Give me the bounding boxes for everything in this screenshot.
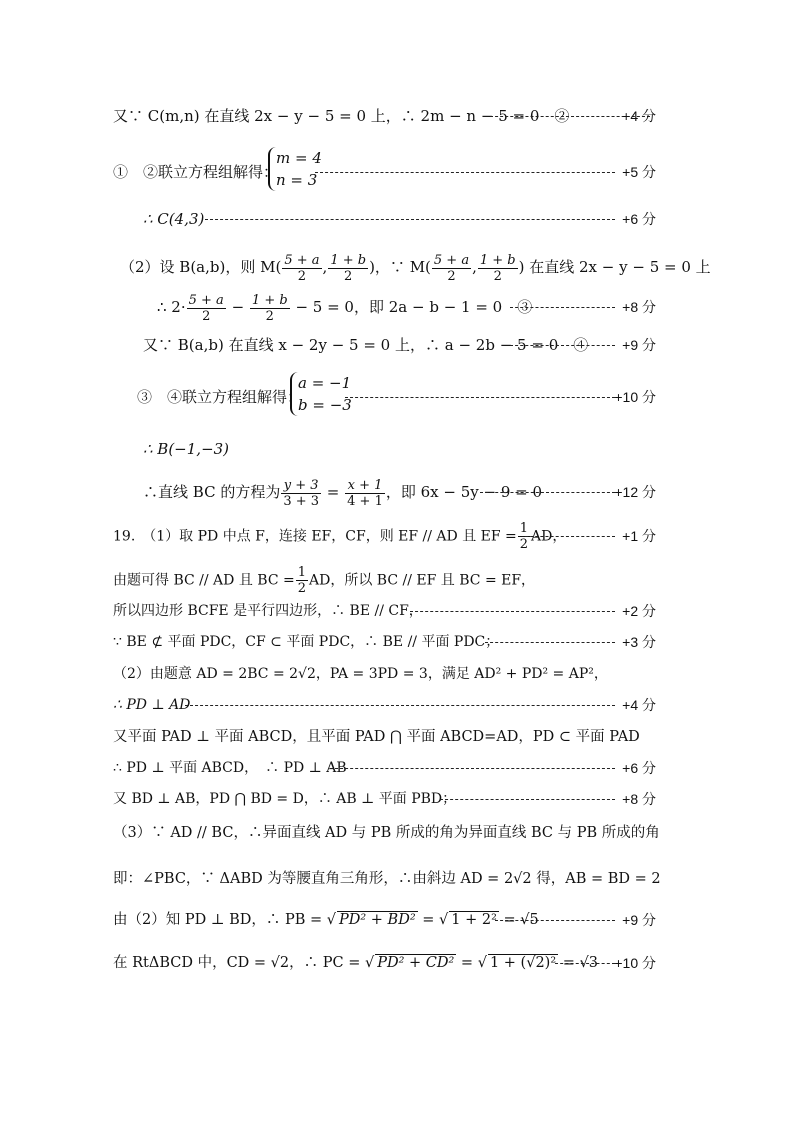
line-b-point: [0, 434, 794, 464]
sqrt-expr: 1 + 2²: [451, 912, 497, 928]
line-content: ∴直线 BC 的方程为 $\frac{y + 3}{3 + 3}$ = $\frac{x + 1}{4 + 1}$ ，即 6x − 5y − 9 = 0: [143, 477, 543, 509]
line-part2-given: [0, 659, 794, 689]
line-system-ab: [0, 375, 794, 419]
frac-num: 1: [297, 565, 307, 580]
score-label: +12 分: [614, 484, 656, 500]
line-pc-length: [0, 948, 794, 978]
equation-system: [268, 147, 322, 191]
frac-den: 2: [344, 268, 353, 284]
line-content: [113, 565, 535, 596]
dash-leader: [485, 642, 615, 643]
dash-leader: [410, 611, 615, 612]
frac-num: 1 + b: [330, 252, 367, 268]
score-label: +8 分: [622, 299, 656, 315]
fraction: [328, 253, 368, 284]
line-text: 又∵ C(m,n) 在直线 2x − y − 5 = 0 上，∴ 2m − n − 5 = 0 ②: [113, 107, 570, 125]
line-c-point: [0, 204, 794, 234]
line-c-on-line: [0, 101, 794, 131]
line-ab-perp-plane: [0, 784, 794, 814]
line-text: 又平面 PAD ⊥ 平面 ABCD，且平面 PAD ⋂ 平面 ABCD=AD，PD ⊂ 平面 PAD: [113, 729, 640, 745]
score-label: +4 分: [622, 697, 656, 713]
dash-leader: [315, 172, 615, 173]
equation-1: a = −1: [298, 374, 352, 392]
line-text: ∴ PD ⊥ AD: [113, 697, 191, 713]
frac-den: 2: [493, 268, 502, 284]
line-content: [113, 521, 566, 552]
text-part-c: ，即 6x − 5y − 9 = 0: [385, 483, 543, 501]
score-label: +10 分: [614, 955, 656, 971]
equation-2: n = 3: [276, 171, 318, 189]
line-text: 即：∠PBC，∵ ΔABD 为等腰直角三角形，∴由斜边 AD = 2√2 得，AB = BD = 2: [113, 871, 661, 887]
line-content: （2）设 B(a,b)，则 M( $\frac{5 + a}{2}$ , $\frac{1 + b}{2}$ )，∵ M( $\frac{5 + a}{2}$ , $\frac{1 + b}{2}$ ) 在直线 2x − y − 5 = 0 上: [120, 252, 711, 284]
line-content: 由（2）知 PD ⊥ BD，∴ PB = √ PD² + BD² = √ 1 + 2² = √5: [113, 912, 539, 928]
line-content: 在 RtΔBCD 中，CD = √2，∴ PC = √ PD² + CD² = √ 1 + (√2)² = √3: [113, 955, 598, 971]
text-part-b: −: [226, 298, 249, 316]
score-label: +6 分: [622, 760, 656, 776]
frac-den: 2: [297, 581, 307, 596]
text-part-a: 由（2）知 PD ⊥ BD，∴ PB =: [113, 912, 323, 928]
frac-num: 5 + a: [188, 292, 224, 308]
equation-system: [290, 372, 352, 416]
text-part-c: = √3: [558, 955, 598, 971]
line-system-mn: [0, 150, 794, 194]
text-part-a: （2）设 B(a,b)，则 M(: [120, 258, 282, 276]
frac-num: x + 1: [345, 478, 385, 494]
line-text: （2）由题意 AD = 2BC = 2√2，PA = 3PD = 3，满足 AD² + PD² = AP²，: [113, 666, 608, 682]
dash-leader: [345, 397, 615, 398]
frac-den: 3 + 3: [283, 493, 320, 509]
fraction: [432, 253, 471, 284]
sqrt-expr: 1 + (√2)²: [489, 955, 557, 971]
line-part3-angle: [0, 818, 794, 848]
frac-den: 2: [519, 537, 529, 552]
dash-leader: [555, 963, 615, 964]
fraction: [187, 293, 226, 324]
line-text: 所以四边形 BCFE 是平行四边形，∴ BE // CF，: [113, 603, 423, 619]
dash-leader: [185, 705, 615, 706]
fraction: [281, 478, 321, 509]
text-part-c: = √5: [498, 912, 539, 928]
text-part-c: ) 在直线 2x − y − 5 = 0 上: [518, 258, 711, 276]
dash-leader: [495, 920, 615, 921]
dash-leader: [205, 219, 615, 220]
score-label: +8 分: [622, 791, 656, 807]
score-label: +6 分: [622, 211, 656, 227]
line-b-on-line: [0, 330, 794, 360]
frac-num: 1 + b: [251, 292, 288, 308]
frac-num: 1 + b: [479, 252, 516, 268]
dash-leader: [440, 799, 615, 800]
line-bc-equation: [0, 472, 794, 512]
fraction: [296, 565, 308, 596]
line-text: ∴ PD ⊥ 平面 ABCD， ∴ PD ⊥ AB: [113, 760, 347, 776]
text-part-a: 在 RtΔBCD 中，CD = √2，∴ PC =: [113, 955, 361, 971]
line-label: ③ ④联立方程组解得：: [137, 388, 303, 406]
dash-leader: [330, 768, 615, 769]
score-label: +1 分: [622, 528, 656, 544]
frac-den: 2: [202, 308, 211, 324]
equation-1: m = 4: [276, 149, 322, 167]
line-part2-setup: [0, 247, 794, 287]
line-text: 又∵ B(a,b) 在直线 x − 2y − 5 = 0 上，∴ a − 2b − 5 = 0 ④: [143, 336, 589, 354]
text-part-c: AD，所以 BC // EF 且 BC = EF，: [309, 572, 536, 589]
sqrt-expr: PD² + BD²: [339, 912, 416, 928]
line-pd-perp-ad: [0, 690, 794, 720]
equation-2: b = −3: [298, 396, 352, 414]
frac-den: 4 + 1: [347, 493, 383, 509]
frac-den: 2: [447, 268, 456, 284]
fraction: [250, 293, 290, 324]
line-plane-perp: [0, 722, 794, 752]
text-part-c: AD，: [531, 528, 567, 545]
frac-num: 1: [519, 521, 529, 536]
line-text: ∵ BE ⊄ 平面 PDC，CF ⊂ 平面 PDC，∴ BE // 平面 PDC；: [113, 634, 500, 650]
text-part-a: ∴ 2·: [157, 298, 186, 316]
text-part-c: − 5 = 0，即 2a − b − 1 = 0 ③: [290, 298, 533, 316]
line-label: ① ②联立方程组解得：: [113, 163, 279, 181]
text-part-b: =: [456, 955, 474, 971]
line-parallelogram: [0, 596, 794, 626]
line-isosceles: [0, 864, 794, 894]
fraction: [345, 478, 385, 509]
line-text: ∴ C(4,3): [143, 210, 205, 228]
fraction: [282, 253, 321, 284]
line-text: （3）∵ AD // BC，∴异面直线 AD 与 PB 所成的角为异面直线 BC 与 PB 所成的角: [113, 825, 660, 841]
frac-den: 2: [297, 268, 307, 284]
line-bc-parallel: [0, 560, 794, 600]
score-label: +2 分: [622, 603, 656, 619]
sqrt-expr: PD² + CD²: [377, 955, 455, 971]
score-label: +3 分: [622, 634, 656, 650]
text-part-b: ，∵ M(: [374, 258, 431, 276]
score-label: +9 分: [622, 912, 656, 928]
fraction: [478, 253, 518, 284]
score-label: +9 分: [622, 337, 656, 353]
frac-num: y + 3: [281, 478, 321, 494]
frac-num: 5 + a: [433, 252, 470, 268]
line-pb-length: [0, 905, 794, 935]
dash-leader: [510, 345, 615, 346]
score-label: +10 分: [614, 389, 656, 405]
line-q19-part1: [0, 516, 794, 556]
text-part-a: 19. （1）取 PD 中点 F，连接 EF，CF，则 EF // AD 且 EF =: [113, 528, 517, 545]
score-label: +5 分: [622, 164, 656, 180]
frac-den: 2: [265, 308, 274, 324]
text-part-a: ∴直线 BC 的方程为: [143, 483, 281, 501]
line-substitute: [0, 287, 794, 327]
dash-leader: [525, 536, 615, 537]
line-content: [157, 292, 532, 324]
text-part-a: 由题可得 BC // AD 且 BC =: [113, 572, 295, 589]
dash-leader: [510, 307, 615, 308]
line-text: ∴ B(−1,−3): [143, 440, 230, 458]
frac-num: 5 + a: [284, 252, 320, 268]
text-part-b: =: [417, 912, 435, 928]
line-text: 又 BD ⊥ AB，PD ⋂ BD = D，∴ AB ⊥ 平面 PBD；: [113, 791, 457, 807]
line-be-parallel-plane: [0, 627, 794, 657]
line-pd-perp-plane: [0, 753, 794, 783]
score-label: +4 分: [622, 108, 656, 124]
dash-leader: [480, 492, 615, 493]
